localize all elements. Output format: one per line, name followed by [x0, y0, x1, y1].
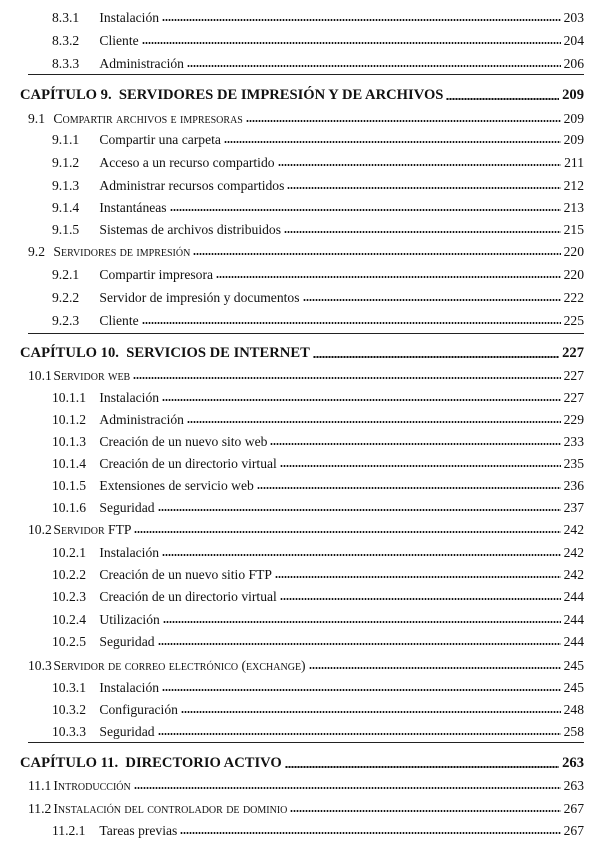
toc-entry-label: [0, 680, 159, 696]
toc-entry-title: Instantáneas: [99, 200, 167, 215]
toc-entry-label: [0, 434, 267, 450]
toc-page-number: 209: [563, 111, 584, 126]
toc-entry-number: 9.1.5: [52, 222, 80, 237]
dot-leader: [290, 810, 560, 812]
toc-entry-label: [0, 724, 155, 740]
toc-page-number: 237: [563, 500, 584, 515]
toc-entry-title: Introducción: [53, 778, 131, 793]
dot-leader: [134, 787, 561, 789]
dot-leader: [287, 187, 560, 189]
toc-entry-number: CAPÍTULO 10.: [20, 345, 119, 361]
toc-entry-number: 8.3.3: [52, 56, 80, 71]
toc-subsection[interactable]: [0, 676, 600, 696]
toc-page-number: 244: [563, 589, 584, 604]
toc-entry-number: 10.1.5: [52, 478, 86, 493]
toc-subsection[interactable]: [0, 263, 600, 283]
dot-leader: [270, 443, 560, 445]
toc-page-number: 242: [563, 545, 584, 560]
dot-leader: [180, 832, 560, 834]
toc-page-number: 204: [563, 33, 584, 48]
toc-entry-number: 9.1.3: [52, 178, 80, 193]
dot-leader: [162, 554, 561, 556]
toc-subsection[interactable]: [0, 474, 600, 494]
toc-entry-title: Instalación: [99, 680, 160, 695]
toc-entry-title: Creación de un directorio virtual: [99, 589, 277, 604]
chapter-divider: [28, 333, 584, 334]
toc-page-number: 242: [563, 567, 584, 582]
dot-leader: [142, 322, 561, 324]
toc-entry-number: 10.2.5: [52, 634, 86, 649]
toc-entry-title: Servidor de correo electrónico (exchange): [53, 658, 306, 673]
toc-entry-label: [0, 244, 190, 260]
dot-leader: [309, 667, 561, 669]
toc-section[interactable]: [0, 774, 600, 794]
dot-leader: [280, 598, 561, 600]
toc-page-number: 206: [563, 56, 584, 71]
dot-leader: [187, 421, 561, 423]
dot-leader: [133, 377, 560, 379]
toc-entry-number: 10.1: [28, 368, 52, 383]
dot-leader: [280, 465, 561, 467]
toc-entry-title: Sistemas de archivos distribuidos: [99, 222, 282, 237]
toc-section[interactable]: [0, 364, 600, 384]
chapter-divider: [28, 74, 584, 75]
toc-subsection[interactable]: [0, 563, 600, 583]
toc-entry-number: 9.2.1: [52, 267, 80, 282]
dot-leader: [224, 141, 561, 143]
toc-page-number: 244: [563, 612, 584, 627]
dot-leader: [187, 65, 561, 67]
toc-entry-title: Tareas previas: [99, 823, 178, 838]
dot-leader: [158, 643, 561, 645]
toc-entry-number: 10.2.1: [52, 545, 86, 560]
toc-entry-label: [0, 87, 443, 104]
toc-subsection[interactable]: [0, 151, 600, 171]
toc-entry-title: Administrar recursos compartidos: [99, 178, 285, 193]
toc-subsection[interactable]: [0, 6, 600, 26]
dot-leader: [158, 509, 561, 511]
toc-page-number: 236: [563, 478, 584, 493]
toc-entry-label: [0, 155, 275, 171]
toc-entry-number: 11.1: [28, 778, 52, 793]
toc-entry-label: [0, 33, 139, 49]
toc-entry-title: Cliente: [99, 313, 139, 328]
toc-entry-title: Administración: [99, 412, 184, 427]
toc-entry-label: [0, 589, 277, 605]
chapter-divider: [28, 742, 584, 743]
toc-entry-title: Compartir archivos e impresoras: [53, 111, 243, 126]
toc-entry-label: [0, 368, 130, 384]
toc-entry-number: 9.1.4: [52, 200, 80, 215]
toc-page-number: 225: [563, 313, 584, 328]
toc-page-number: 211: [564, 155, 584, 170]
toc-entry-title: Acceso a un recurso compartido: [99, 155, 275, 170]
toc-entry-title: Instalación del controlador de dominio: [53, 801, 288, 816]
toc-entry-number: 8.3.2: [52, 33, 80, 48]
toc-page-number: 233: [563, 434, 584, 449]
toc-entry-label: [0, 612, 160, 628]
dot-leader: [158, 733, 561, 735]
toc-section[interactable]: [0, 654, 600, 674]
toc-entry-number: 10.2: [28, 522, 52, 537]
toc-page-number: 245: [563, 658, 584, 673]
toc-subsection[interactable]: [0, 408, 600, 428]
toc-subsection[interactable]: [0, 608, 600, 628]
toc-entry-number: CAPÍTULO 11.: [20, 755, 119, 771]
dot-leader: [134, 531, 560, 533]
toc-entry-label: [0, 132, 221, 148]
toc-entry-title: Compartir una carpeta: [99, 132, 221, 147]
dot-leader: [246, 120, 561, 122]
toc-entry-number: 11.2.1: [52, 823, 86, 838]
toc-entry-title: Instalación: [99, 545, 160, 560]
toc-page-number: 227: [562, 345, 584, 361]
toc-entry-title: Compartir impresora: [99, 267, 214, 282]
toc-entry-number: 10.3.3: [52, 724, 86, 739]
toc-page-number: 222: [563, 290, 584, 305]
toc-entry-title: SERVICIOS DE INTERNET: [126, 345, 310, 361]
toc-subsection[interactable]: [0, 218, 600, 238]
toc-subsection[interactable]: [0, 309, 600, 329]
toc-entry-number: 11.2: [28, 801, 52, 816]
dot-leader: [216, 276, 561, 278]
toc-entry-title: Creación de un nuevo sitio FTP: [99, 567, 272, 582]
dot-leader: [162, 689, 561, 691]
dot-leader: [142, 42, 561, 44]
toc-page-number: 203: [563, 10, 584, 25]
toc-entry-title: Creación de un nuevo sito web: [99, 434, 268, 449]
toc-entry-title: DIRECTORIO ACTIVO: [125, 755, 282, 771]
toc-entry-label: [0, 290, 300, 306]
toc-page-number: 212: [563, 178, 584, 193]
toc-entry-label: [0, 801, 287, 817]
toc-page-number: 213: [563, 200, 584, 215]
toc-entry-title: Seguridad: [99, 634, 155, 649]
toc-entry-label: [0, 222, 281, 238]
toc-page-number: 267: [563, 823, 584, 838]
toc-entry-number: 10.1.4: [52, 456, 86, 471]
toc-page-number: 242: [563, 522, 584, 537]
toc-entry-label: [0, 658, 306, 674]
toc-entry-number: 9.1.2: [52, 155, 80, 170]
toc-entry-number: 10.1.1: [52, 390, 86, 405]
toc-entry-title: Extensiones de servicio web: [99, 478, 254, 493]
toc-entry-label: [0, 178, 284, 194]
toc-subsection[interactable]: [0, 720, 600, 740]
toc-entry-title: Seguridad: [99, 724, 155, 739]
toc-entry-number: 10.2.2: [52, 567, 86, 582]
toc-entry-number: 9.1.1: [52, 132, 80, 147]
toc-entry-title: Servidores de impresión: [53, 244, 191, 259]
toc-subsection[interactable]: [0, 630, 600, 650]
dot-leader: [278, 164, 562, 166]
toc-subsection[interactable]: [0, 452, 600, 472]
toc-subsection[interactable]: [0, 496, 600, 516]
dot-leader: [193, 253, 560, 255]
toc-entry-number: 9.2: [28, 244, 45, 259]
dot-leader: [275, 576, 561, 578]
toc-subsection[interactable]: [0, 585, 600, 605]
dot-leader: [446, 98, 559, 100]
toc-entry-number: 10.2.3: [52, 589, 86, 604]
dot-leader: [313, 356, 559, 358]
toc-entry-label: [0, 412, 184, 428]
dot-leader: [303, 299, 561, 301]
dot-leader: [162, 19, 561, 21]
toc-subsection[interactable]: [0, 128, 600, 148]
toc-entry-label: [0, 702, 178, 718]
toc-entry-label: [0, 56, 184, 72]
toc-entry-label: [0, 522, 131, 538]
toc-entry-label: [0, 267, 213, 283]
toc-entry-title: Servidor web: [53, 368, 131, 383]
toc-entry-title: Creación de un directorio virtual: [99, 456, 277, 471]
toc-page-number: 235: [563, 456, 584, 471]
toc-entry-number: 9.2.3: [52, 313, 80, 328]
toc-entry-label: [0, 778, 131, 794]
toc-page-number: 209: [563, 132, 584, 147]
dot-leader: [257, 487, 561, 489]
dot-leader: [285, 766, 559, 768]
toc-entry-number: 10.3: [28, 658, 52, 673]
dot-leader: [162, 399, 561, 401]
toc-entry-number: 9.1: [28, 111, 45, 126]
toc-entry-label: [0, 500, 155, 516]
toc-entry-label: [0, 545, 159, 561]
toc-page-number: 245: [563, 680, 584, 695]
toc-page-number: 263: [562, 755, 584, 771]
toc-entry-title: Configuración: [99, 702, 178, 717]
toc-page-number: 220: [563, 267, 584, 282]
toc-page-number: 258: [563, 724, 584, 739]
dot-leader: [163, 621, 561, 623]
dot-leader: [284, 231, 561, 233]
toc-section[interactable]: [0, 797, 600, 817]
toc-subsection[interactable]: [0, 819, 600, 839]
toc-entry-title: Cliente: [99, 33, 139, 48]
toc-entry-number: 9.2.2: [52, 290, 80, 305]
toc-page-number: 229: [563, 412, 584, 427]
toc-entry-number: 10.3.1: [52, 680, 86, 695]
toc-entry-label: [0, 345, 310, 362]
toc-page-number: 248: [563, 702, 584, 717]
toc-entry-number: 8.3.1: [52, 10, 80, 25]
toc-chapter[interactable]: [0, 82, 600, 104]
toc-page-number: 227: [563, 368, 584, 383]
toc-subsection[interactable]: [0, 29, 600, 49]
toc-entry-title: Instalación: [99, 390, 160, 405]
toc-entry-number: CAPÍTULO 9.: [20, 87, 112, 103]
toc-page-number: 263: [563, 778, 584, 793]
toc-entry-label: [0, 313, 139, 329]
toc-page-number: 227: [563, 390, 584, 405]
toc-entry-title: Instalación: [99, 10, 160, 25]
toc-page-number: 267: [563, 801, 584, 816]
toc-entry-number: 10.1.2: [52, 412, 86, 427]
toc-section[interactable]: [0, 518, 600, 538]
toc-subsection[interactable]: [0, 430, 600, 450]
toc-entry-title: Seguridad: [99, 500, 155, 515]
toc-entry-title: Utilización: [99, 612, 160, 627]
toc-subsection[interactable]: [0, 541, 600, 561]
dot-leader: [170, 209, 561, 211]
toc-entry-label: [0, 456, 277, 472]
toc-subsection[interactable]: [0, 196, 600, 216]
toc-entry-title: Servidor FTP: [53, 522, 132, 537]
toc-entry-label: [0, 567, 272, 583]
toc-entry-number: 10.2.4: [52, 612, 86, 627]
dot-leader: [181, 711, 561, 713]
toc-entry-number: 10.1.6: [52, 500, 86, 515]
toc-entry-title: Administración: [99, 56, 184, 71]
toc-page-number: 244: [563, 634, 584, 649]
toc-subsection[interactable]: [0, 386, 600, 406]
toc-entry-label: [0, 111, 243, 127]
toc-subsection[interactable]: [0, 286, 600, 306]
toc-entry-label: [0, 755, 282, 772]
toc-entry-label: [0, 10, 159, 26]
toc-subsection[interactable]: [0, 174, 600, 194]
toc-entry-title: Servidor de impresión y documentos: [99, 290, 300, 305]
toc-chapter[interactable]: [0, 340, 600, 362]
toc-entry-label: [0, 390, 159, 406]
toc-page-number: 209: [562, 87, 584, 103]
toc-entry-label: [0, 634, 155, 650]
toc-subsection[interactable]: [0, 52, 600, 72]
toc-section[interactable]: [0, 107, 600, 127]
toc-subsection[interactable]: [0, 698, 600, 718]
toc-entry-number: 10.3.2: [52, 702, 86, 717]
toc-entry-label: [0, 823, 177, 839]
toc-entry-title: SERVIDORES DE IMPRESIÓN Y DE ARCHIVOS: [118, 87, 444, 103]
toc-section[interactable]: [0, 240, 600, 260]
toc-entry-number: 10.1.3: [52, 434, 86, 449]
toc-entry-label: [0, 478, 254, 494]
toc-page-number: 220: [563, 244, 584, 259]
toc-entry-label: [0, 200, 167, 216]
toc-page-number: 215: [563, 222, 584, 237]
toc-chapter[interactable]: [0, 750, 600, 772]
